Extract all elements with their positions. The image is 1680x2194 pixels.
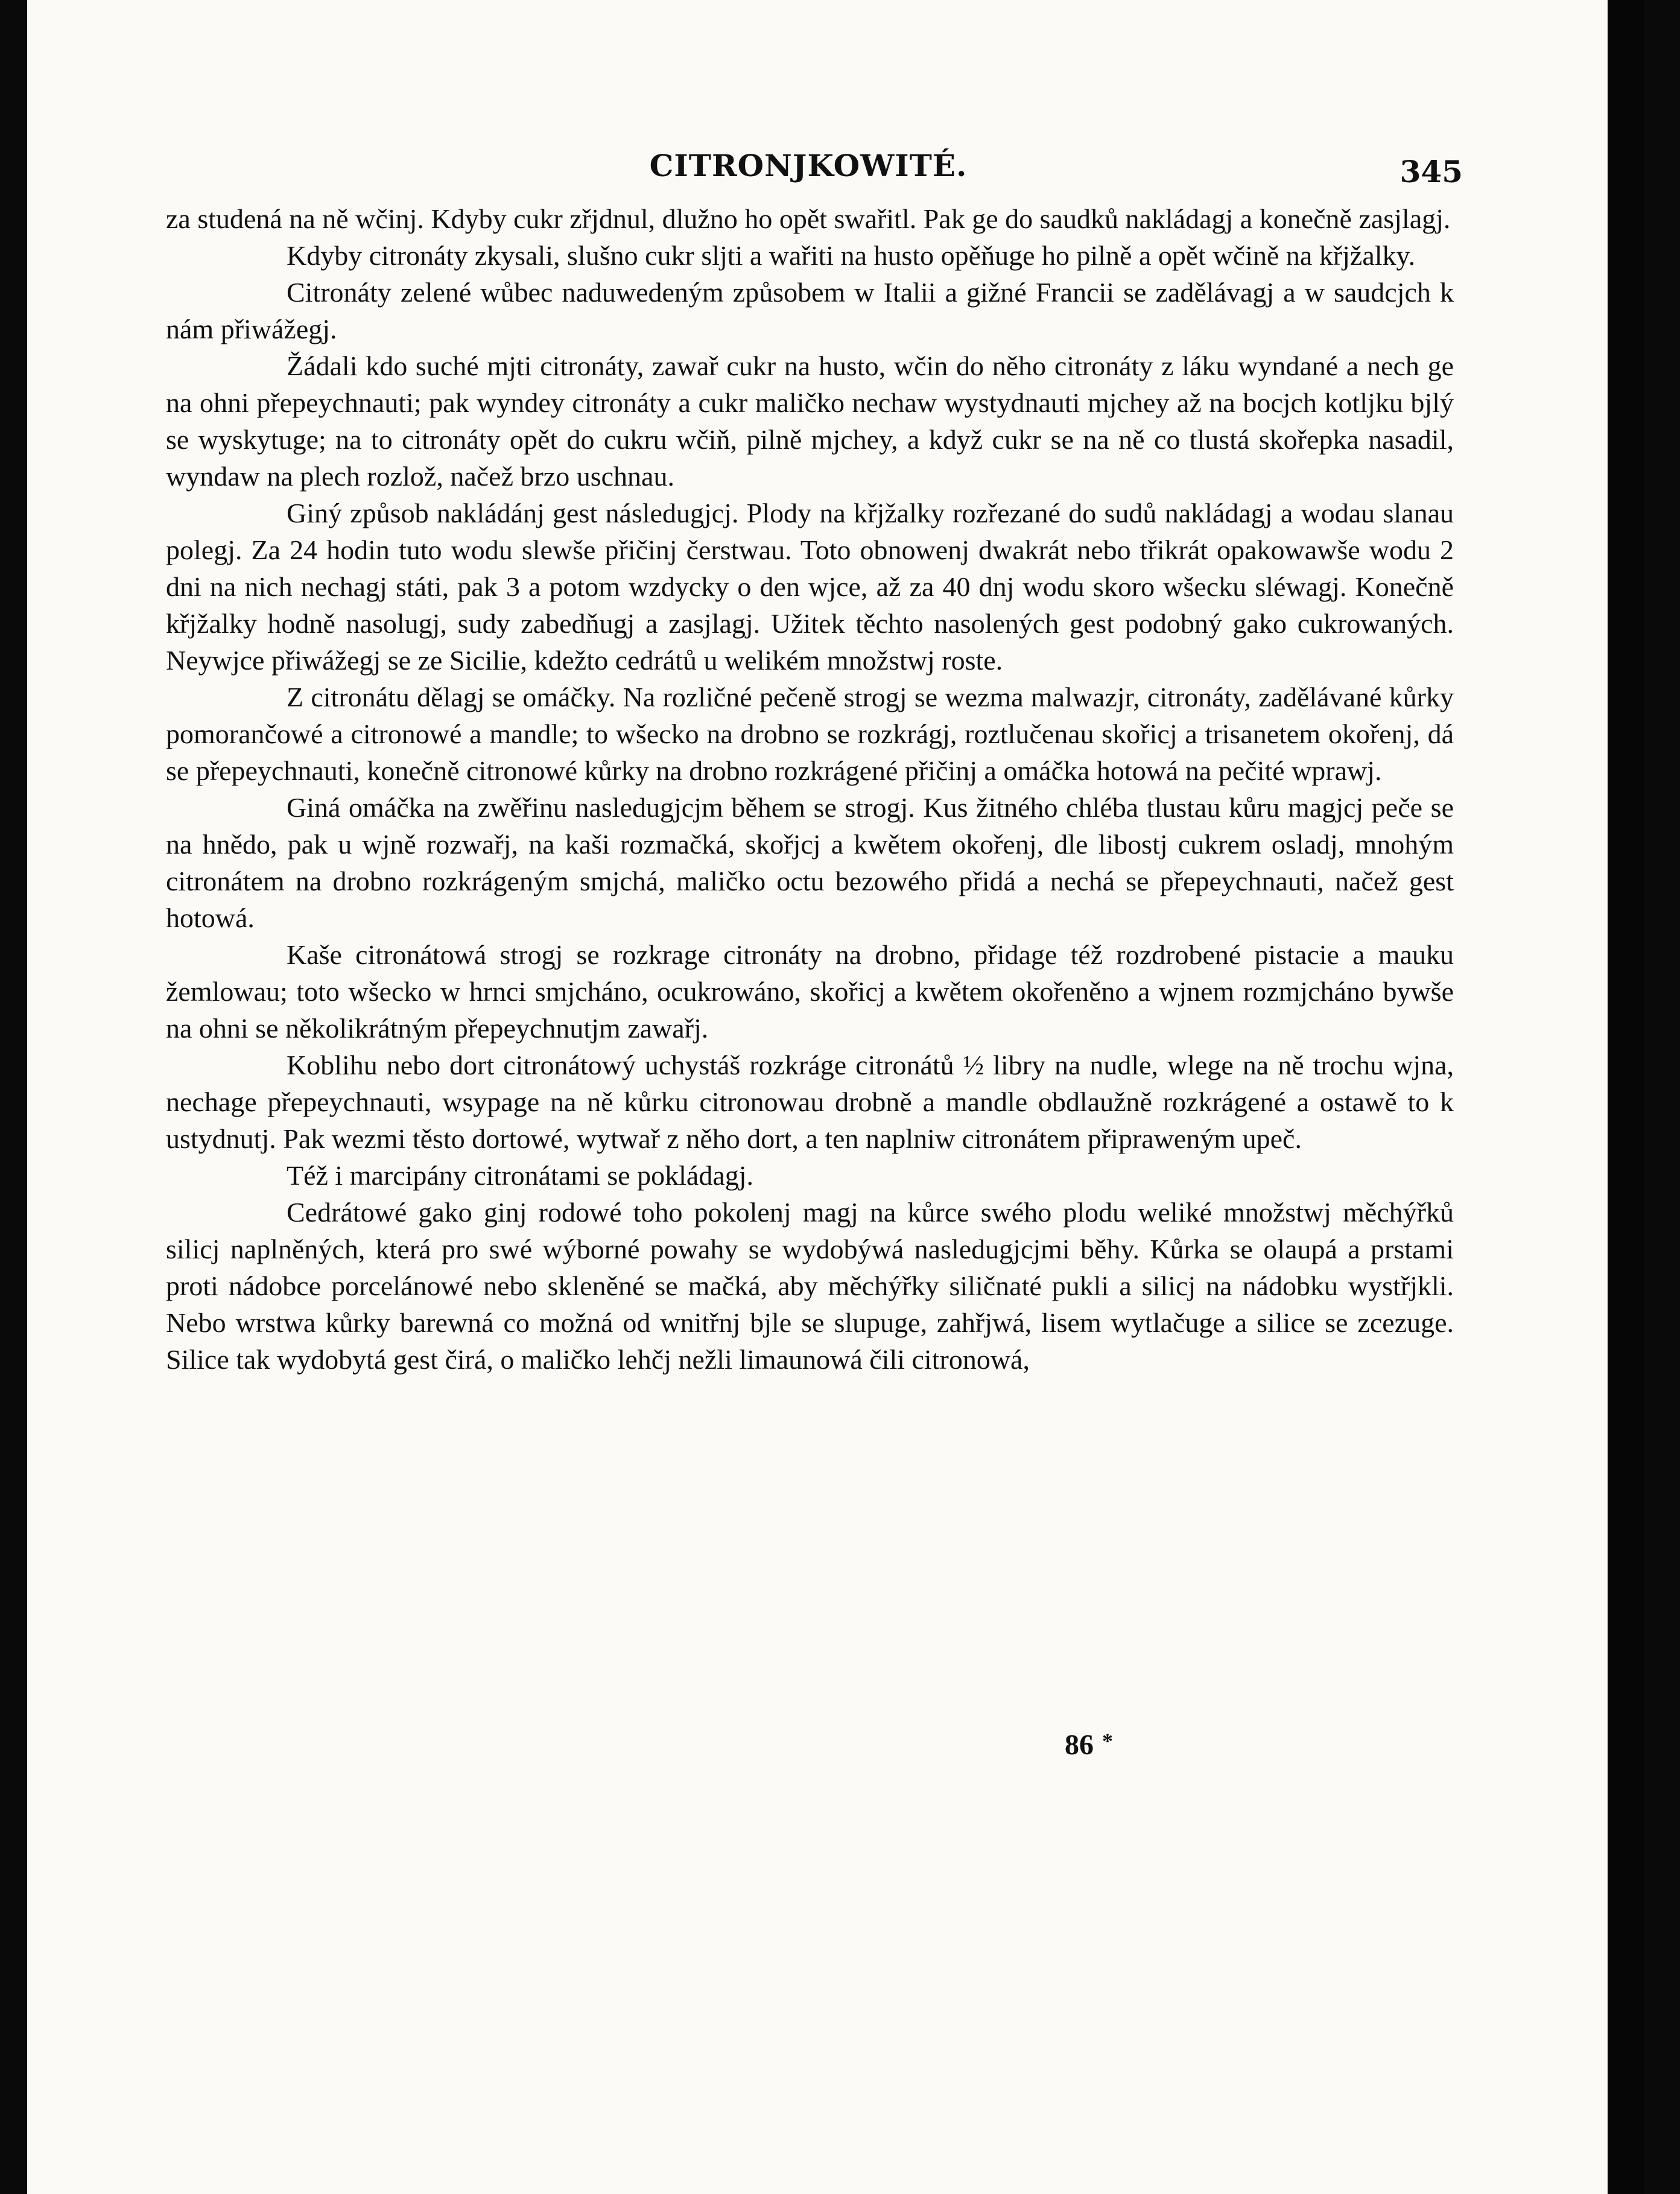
paragraph-5: Giný způsob nakládánj gest následugjcj. Plody na křjžalky rozřezané do sudů nakládagj a wodau slanau polegj. Za 24 hodin tuto wodu slewše přičinj čerstwau. Toto obnowenj dwakrát nebo třikrát opakowawše wodu 2 dni na nich nechagj státi, pak 3 a potom wzdycky o den wjce, až za 40 dnj wodu skoro wšecku sléwagj. Konečně křjžalky hodně nasolugj, sudy zabedňugj a zasjlagj. Užitek těchto nasolených gest podobný gako cukrowaných. Neywjce přiwážegj se ze Sicilie, kdežto cedrátů u welikém množstwj roste.: [166, 498, 1454, 676]
page-header: [154, 142, 1463, 196]
paragraph-1: za studená na ně wčinj. Kdyby cukr zřjdnul, dlužno ho opět swařitl. Pak ge do saudků nakládagj a konečně zasjlagj.: [166, 203, 1451, 234]
paragraph-4: Žádali kdo suché mjti citronáty, zawař cukr na husto, wčin do něho citronáty z láku wyndané a nech ge na ohni přepeychnauti; pak wyndey citronáty a cukr maličko nechaw wystydnauti mjchey až na bocjch kotljku bjlý se wyskytuge; na to citronáty opět do cukru wčiň, pilně mjchey, a když cukr se na ně co tlustá skořepka nasadil, wyndaw na plech rozlož, načež brzo uschnau.: [166, 350, 1454, 492]
book-page: [27, 0, 1644, 2194]
body-text: [166, 200, 1454, 1696]
paragraph-6: Z citronátu dělagj se omáčky. Na rozličné pečeně strogj se wezma malwazjr, citronáty, zadělávané kůrky pomorančowé a citronowé a mandle; to wšecko na drobno se rozkrágj, roztlučenau skořicj a trisanetem okořenj, dá se přepeychnauti, konečně citronowé kůrky na drobno rozkrágené přičinj a omáčka hotowá na pečité wprawj.: [166, 682, 1454, 786]
paragraph-10: Též i marcipány citronátami se pokládagj.: [287, 1160, 754, 1191]
paragraph-2: Kdyby citronáty zkysali, slušno cukr sljti a wařiti na husto opěňuge ho pilně a opět wčině na křjžalky.: [287, 240, 1416, 271]
signature-number: 86: [1065, 1729, 1094, 1761]
paragraph-3: Citronáty zelené wůbec naduwedeným způsobem w Italii a gižné Francii se zadělávagj a w saudcjch k nám přiwážegj.: [166, 277, 1454, 344]
paragraph-9: Koblihu nebo dort citronátowý uchystáš rozkráge citronátů ½ libry na nudle, wlege na ně trochu wjna, nechage přepeychnauti, wsypage na ně kůrku citronowau drobně a mandle obdlaužně rozkrágené a ostawě to k ustydnutj. Pak wezmi těsto dortowé, wytwař z něho dort, a ten naplniw citronátem připraweným upeč.: [166, 1050, 1454, 1154]
paragraph-7: Giná omáčka na zwěřinu nasledugjcjm během se strogj. Kus žitného chléba tlustau kůru magjcj peče se na hnědo, pak u wjně rozwařj, na kaši rozmačká, skořjcj a kwětem okořenj, dle libostj cukrem osladj, mnohým citronátem na drobno rozkrágeným smjchá, maličko octu bezowého přidá a nechá se přepeychnauti, načež gest hotowá.: [166, 792, 1454, 933]
running-title: CITRONJKOWITÉ.: [649, 148, 968, 183]
asterisk-icon: *: [1102, 1729, 1113, 1753]
signature-mark: [1065, 1728, 1113, 1761]
page-edge-shadow: [1608, 0, 1644, 2194]
paragraph-8: Kaše citronátowá strogj se rozkrage citronáty na drobno, přidage též rozdrobené pistacie a mauku žemlowau; toto wšecko w hrnci smjcháno, ocukrowáno, skořicj a kwětem okořeněno a wjnem rozmjcháno bywše na ohni se několikrátným přepeychnutjm zawařj.: [166, 939, 1454, 1044]
paragraph-11: Cedrátowé gako ginj rodowé toho pokolenj magj na kůrce swého plodu weliké množstwj měchýřků silicj naplněných, která pro swé wýborné powahy se wydobýwá nasledugjcjmi běhy. Kůrka se olaupá a prstami proti nádobce porcelánowé nebo skleněné se mačká, aby měchýřky siličnaté pukli a silicj na nádobku wystřjkli. Nebo wrstwa kůrky barewná co možná od wnitřnj bjle se slupuge, zahřjwá, lisem wytlačuge a silice se zcezuge. Silice tak wydobytá gest čirá, o maličko lehčj nežli limaunowá čili citronowá,: [166, 1197, 1454, 1375]
page-number: 345: [1399, 154, 1463, 189]
